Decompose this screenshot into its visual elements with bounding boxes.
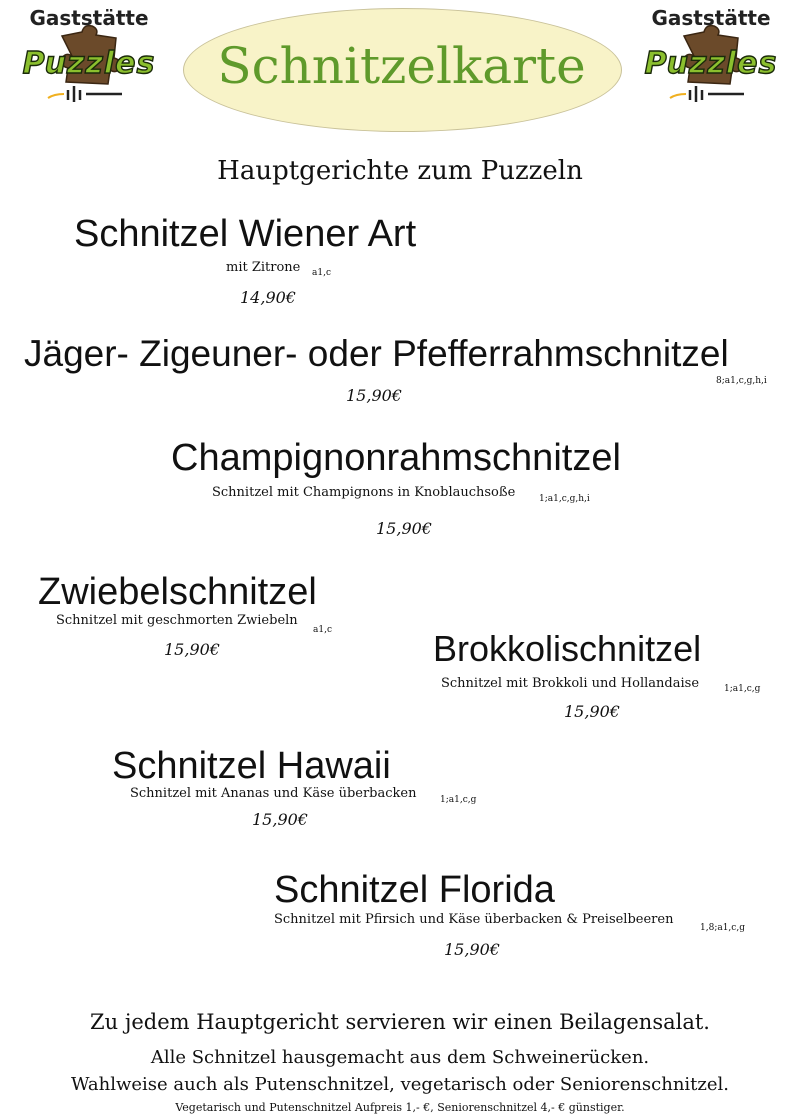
dish-description: mit Zitrone bbox=[226, 260, 301, 275]
dish-name: Champignonrahmschnitzel bbox=[171, 437, 621, 479]
dish-allergens: a1,c bbox=[312, 268, 331, 278]
page-title: Schnitzelkarte bbox=[217, 37, 586, 95]
footer-salad-note: Zu jedem Hauptgericht servieren wir einen Beilagensalat. bbox=[90, 1010, 710, 1034]
dish-description: Schnitzel mit Brokkoli und Hollandaise bbox=[441, 676, 700, 691]
footer-options-note: Wahlweise auch als Putenschnitzel, vegetarisch oder Seniorenschnitzel. bbox=[70, 1074, 730, 1095]
dish-description: Schnitzel mit Pfirsich und Käse überbacken & Preiselbeeren bbox=[274, 912, 674, 927]
dish-name: Brokkolischnitzel bbox=[433, 628, 702, 669]
section-heading: Hauptgerichte zum Puzzeln bbox=[217, 156, 583, 186]
dish-price: 15,90€ bbox=[164, 640, 220, 659]
dish-allergens: a1,c bbox=[313, 625, 332, 635]
dish-name: Schnitzel Wiener Art bbox=[74, 213, 417, 255]
dish-allergens: 1,8;a1,c,g bbox=[700, 923, 745, 933]
dish-name: Zwiebelschnitzel bbox=[38, 571, 317, 613]
logo-right bbox=[626, 2, 796, 112]
dish-description: Schnitzel mit Ananas und Käse überbacken bbox=[130, 786, 417, 801]
logo-left-line2: Puzzles bbox=[22, 46, 156, 81]
dish-allergens: 1;a1,c,g bbox=[440, 795, 477, 805]
dish-name: Schnitzel Florida bbox=[274, 869, 555, 911]
dish-price: 15,90€ bbox=[376, 519, 432, 538]
footer-price-note: Vegetarisch und Putenschnitzel Aufpreis 1,- €, Seniorenschnitzel 4,- € günstiger. bbox=[175, 1101, 625, 1114]
dish-name: Schnitzel Hawaii bbox=[112, 745, 391, 787]
logo-right-line1: Gaststätte bbox=[651, 6, 771, 30]
dish-price: 14,90€ bbox=[240, 288, 296, 307]
dish-price: 15,90€ bbox=[564, 702, 620, 721]
logo-left bbox=[4, 2, 174, 112]
dish-name: Jäger- Zigeuner- oder Pfefferrahmschnitzel bbox=[24, 333, 729, 374]
dish-price: 15,90€ bbox=[346, 386, 402, 405]
dish-allergens: 1;a1,c,g bbox=[724, 684, 761, 694]
dish-price: 15,90€ bbox=[444, 940, 500, 959]
dish-description: Schnitzel mit Champignons in Knoblauchsoße bbox=[212, 485, 516, 500]
logo-left-line1: Gaststätte bbox=[29, 6, 149, 30]
dish-price: 15,90€ bbox=[252, 810, 308, 829]
footer-homemade-note: Alle Schnitzel hausgemacht aus dem Schweinerücken. bbox=[150, 1047, 650, 1068]
dish-allergens: 8;a1,c,g,h,i bbox=[716, 376, 767, 386]
logo-right-line2: Puzzles bbox=[644, 46, 778, 81]
dish-allergens: 1;a1,c,g,h,i bbox=[539, 494, 590, 504]
dish-description: Schnitzel mit geschmorten Zwiebeln bbox=[56, 613, 298, 628]
